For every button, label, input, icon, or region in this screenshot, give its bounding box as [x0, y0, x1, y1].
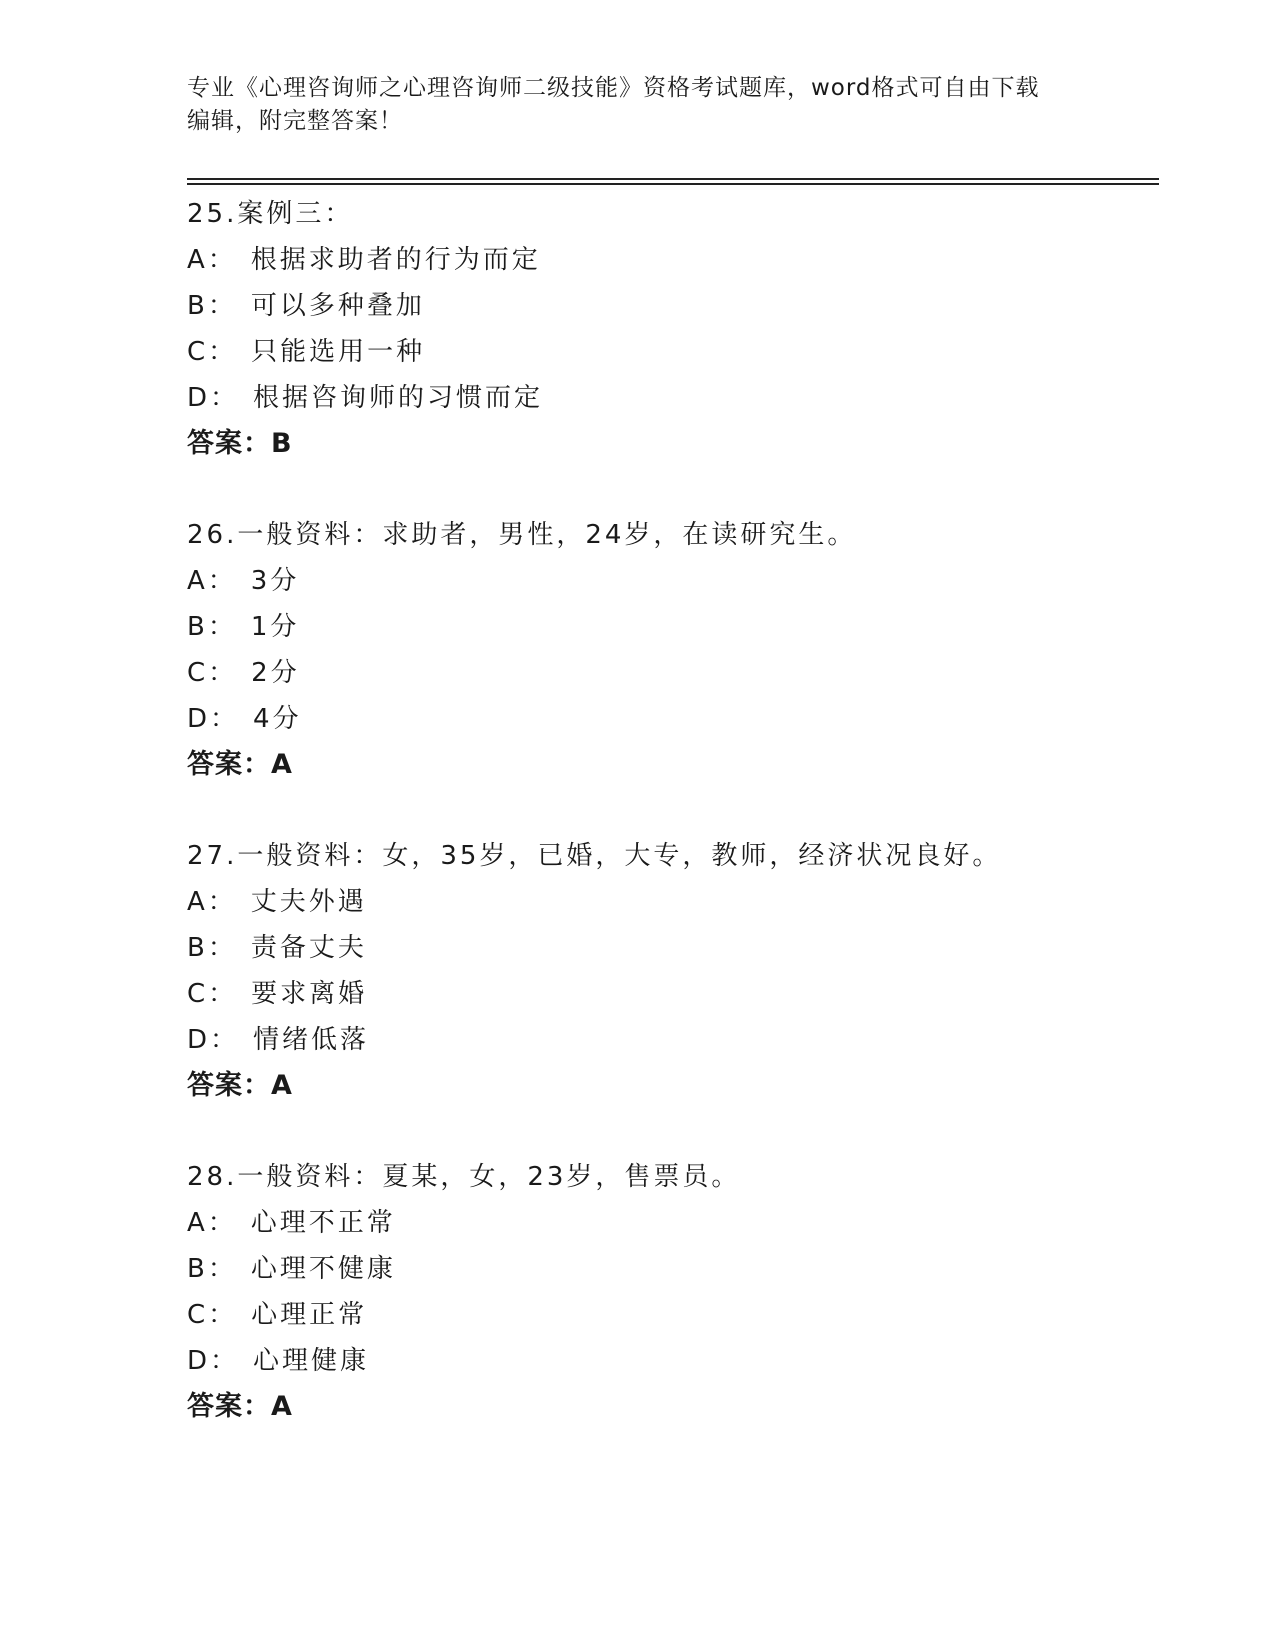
option-b: [187, 283, 1167, 329]
option-key: B：: [187, 291, 237, 321]
question-stem: 28.一般资料：夏某，女，23岁，售票员。: [187, 1162, 741, 1192]
option-key: B：: [187, 1254, 237, 1284]
option-key: C：: [187, 1300, 238, 1330]
option-text: 4分: [253, 704, 302, 734]
question-25: [187, 191, 1167, 467]
option-key: C：: [187, 337, 238, 367]
option-c: [187, 1292, 1167, 1338]
option-c: [187, 329, 1167, 375]
option-text: 心理正常: [251, 1300, 368, 1330]
question-list: [187, 191, 1167, 1475]
option-key: D：: [187, 704, 240, 734]
option-text: 丈夫外遇: [250, 887, 367, 917]
option-key: D：: [187, 383, 240, 413]
option-b: [187, 1246, 1167, 1292]
option-b: [187, 604, 1167, 650]
option-text: 1分: [250, 612, 300, 642]
answer-line: 答案：A: [187, 749, 293, 780]
option-d: [187, 1017, 1167, 1063]
question-stem: 25.案例三：: [187, 199, 354, 229]
option-text: 心理不正常: [250, 1208, 396, 1238]
option-c: [187, 971, 1167, 1017]
option-a: [187, 1200, 1167, 1246]
question-26: [187, 512, 1167, 788]
header-line-2: 编辑，附完整答案！: [187, 108, 403, 134]
document-header: [187, 72, 1087, 138]
option-d: [187, 696, 1167, 742]
option-key: D：: [187, 1346, 240, 1376]
option-key: A：: [187, 887, 237, 917]
option-text: 责备丈夫: [250, 933, 367, 963]
answer-line: 答案：A: [187, 1391, 293, 1422]
option-key: C：: [187, 979, 238, 1009]
option-text: 要求离婚: [251, 979, 368, 1009]
answer-line: 答案：B: [187, 428, 293, 459]
option-key: A：: [187, 566, 237, 596]
option-text: 2分: [251, 658, 300, 688]
option-key: A：: [187, 1208, 237, 1238]
option-d: [187, 375, 1167, 421]
option-key: A：: [187, 245, 237, 275]
option-a: [187, 879, 1167, 925]
option-key: B：: [187, 933, 237, 963]
option-d: [187, 1338, 1167, 1384]
question-stem: 27.一般资料：女，35岁，已婚，大专，教师，经济状况良好。: [187, 841, 1002, 871]
option-key: D：: [187, 1025, 240, 1055]
option-text: 根据求助者的行为而定: [250, 245, 541, 275]
option-text: 根据咨询师的习惯而定: [253, 383, 544, 413]
option-a: [187, 237, 1167, 283]
header-divider-top: [187, 178, 1159, 180]
option-a: [187, 558, 1167, 604]
option-text: 心理不健康: [250, 1254, 396, 1284]
answer-line: 答案：A: [187, 1070, 293, 1101]
option-text: 只能选用一种: [251, 337, 426, 367]
option-key: C：: [187, 658, 238, 688]
option-text: 心理健康: [253, 1346, 370, 1376]
header-line-1: 专业《心理咨询师之心理咨询师二级技能》资格考试题库，word格式可自由下载: [187, 75, 1040, 101]
option-text: 可以多种叠加: [250, 291, 425, 321]
question-stem: 26.一般资料：求助者，男性，24岁，在读研究生。: [187, 520, 857, 550]
question-28: [187, 1154, 1167, 1430]
option-c: [187, 650, 1167, 696]
question-27: [187, 833, 1167, 1109]
option-text: 3分: [250, 566, 300, 596]
option-text: 情绪低落: [253, 1025, 370, 1055]
option-b: [187, 925, 1167, 971]
header-divider-bottom: [187, 183, 1159, 185]
option-key: B：: [187, 612, 237, 642]
